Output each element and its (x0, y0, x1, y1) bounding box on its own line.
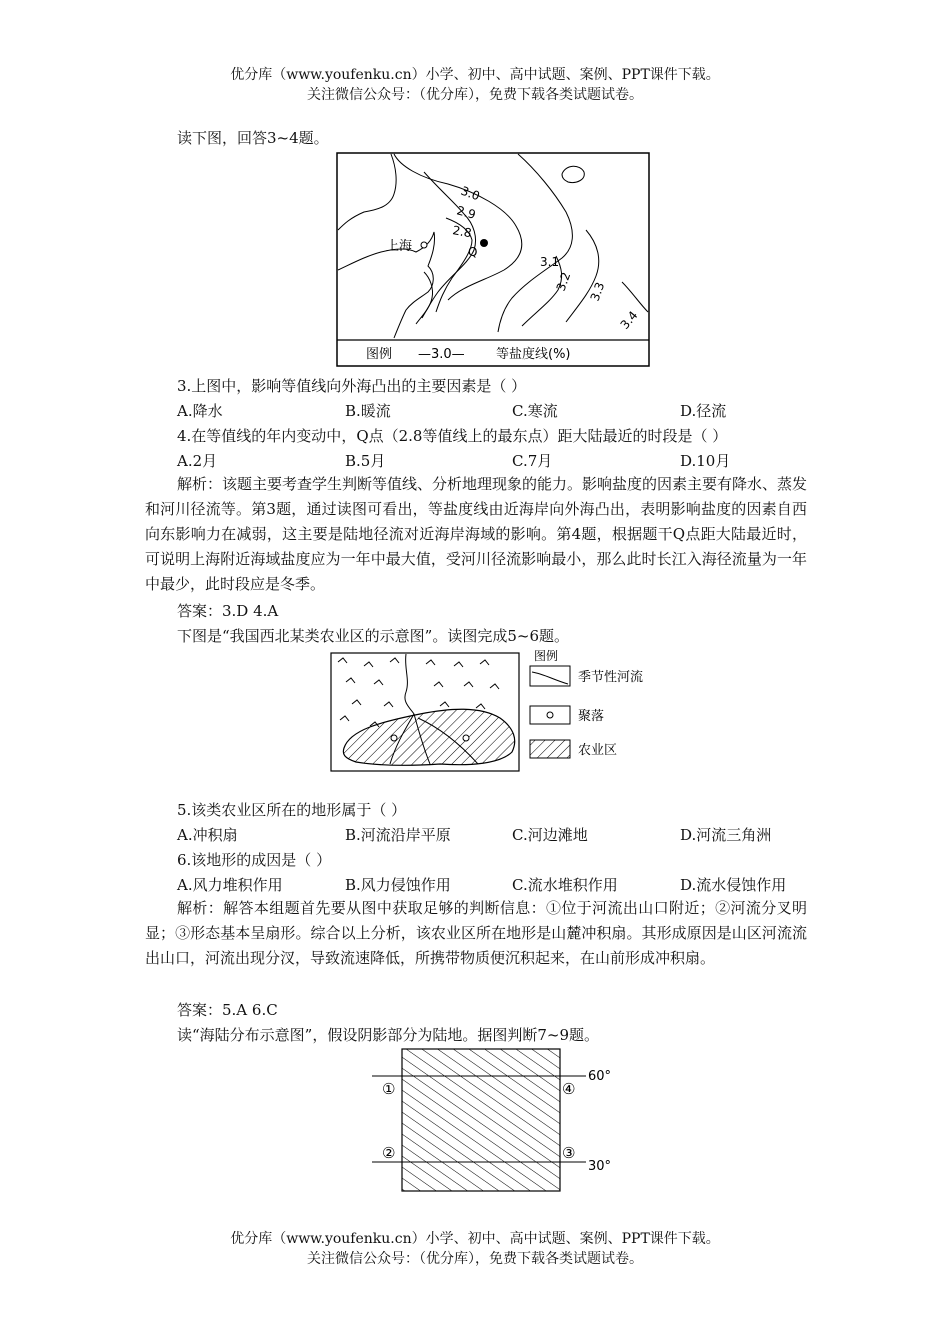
q5-stem: 5.该类农业区所在的地形属于（ ） (177, 801, 407, 819)
answer-3-4: 答案：3.D 4.A (177, 602, 279, 620)
intro-3-4: 读下图，回答3~4题。 (177, 129, 329, 147)
point-3: ③ (562, 1144, 576, 1162)
header-line-2: 关注微信公众号：（优分库），免费下载各类试题试卷。 (307, 87, 643, 103)
salinity-isoline-map (336, 152, 650, 368)
q4-options (177, 451, 817, 471)
point-2: ② (382, 1144, 396, 1162)
q6-option-a[interactable]: A.风力堆积作用 (177, 876, 283, 894)
footer-line-2: 关注微信公众号：（优分库），免费下载各类试题试卷。 (307, 1251, 643, 1267)
q6-stem: 6.该地形的成因是（ ） (177, 851, 332, 869)
legend2-settlement: 聚落 (578, 709, 605, 724)
intro-7-9: 读“海陆分布示意图”，假设阴影部分为陆地。据图判断7~9题。 (177, 1026, 599, 1044)
legend2-river: 季节性河流 (578, 670, 644, 685)
intro-5-6: 下图是“我国西北某类农业区的示意图”。读图完成5~6题。 (177, 627, 569, 645)
lat-30-label: 30° (588, 1159, 612, 1174)
q5-option-c[interactable]: C.河边滩地 (512, 826, 588, 844)
isoline-label-3.4: 3.4 (617, 308, 641, 332)
settlement-1 (391, 735, 397, 741)
q6-option-b[interactable]: B.风力侵蚀作用 (345, 876, 451, 894)
legend-value: —3.0— (418, 347, 465, 362)
q3-option-c[interactable]: C.寒流 (512, 402, 558, 420)
land-sea-map (370, 1046, 620, 1196)
q4-option-b[interactable]: B.5月 (345, 452, 386, 470)
legend2-title: 图例 (534, 649, 559, 663)
q6-option-d[interactable]: D.流水侵蚀作用 (680, 876, 787, 894)
point-1: ① (382, 1080, 396, 1098)
analysis-3-4: 解析：该题主要考查学生判断等值线、分析地理现象的能力。影响盐度的因素主要有降水、蒸发和河川径流等。第3题，通过读图可看出，等盐度线由近海岸向外海凸出，表明影响盐度的因素自西向东影响力在减弱，这主要是陆地径流对近海岸海域的影响。第4题，根据题干Q点距大陆最近时，可说明上海附近海域盐度应为一年中最大值，受河川径流影响最小，那么此时长江入海径流量为一年中最少，此时段应是冬季。 (145, 475, 808, 593)
q3-options (177, 401, 817, 421)
isoline-label-3.1: 3.1 (540, 255, 560, 269)
answer-5-6: 答案：5.A 6.C (177, 1001, 278, 1019)
land-block (402, 1049, 560, 1191)
q4-option-d[interactable]: D.10月 (680, 452, 731, 470)
isoline-label-3.3: 3.3 (587, 280, 608, 304)
q5-option-d[interactable]: D.河流三角洲 (680, 826, 772, 844)
q5-option-b[interactable]: B.河流沿岸平原 (345, 826, 451, 844)
q4-stem: 4.在等值线的年内变动中，Q点（2.8等值线上的最东点）距大陆最近的时段是（ ） (177, 427, 728, 445)
q3-option-d[interactable]: D.径流 (680, 402, 727, 420)
lat-60-label: 60° (588, 1069, 612, 1084)
shanghai-point (421, 242, 427, 248)
isoline-label-2.9: 2.9 (455, 203, 478, 222)
q4-option-a[interactable]: A.2月 (177, 452, 218, 470)
legend2-farm: 农业区 (578, 743, 618, 758)
q3-option-b[interactable]: B.暖流 (345, 402, 391, 420)
legend-prefix: 图例 (366, 347, 393, 362)
q3-option-a[interactable]: A.降水 (177, 402, 223, 420)
point-4: ④ (562, 1080, 576, 1098)
farm-area-map (330, 648, 660, 774)
settlement-2 (463, 735, 469, 741)
isoline-label-3.0: 3.0 (458, 183, 482, 204)
analysis-5-6: 解析：解答本组题首先要从图中获取足够的判断信息：①位于河流出山口附近；②河流分叉明显；③形态基本呈扇形。综合以上分析，该农业区所在地形是山麓冲积扇。其形成原因是山区河流流出山口，河流出现分汊，导致流速降低，所携带物质便沉积起来，在山前形成冲积扇。 (145, 899, 807, 967)
q-label: Q (468, 245, 478, 259)
q-point (480, 239, 488, 247)
q5-option-a[interactable]: A.冲积扇 (177, 826, 238, 844)
footer-line-1: 优分库（www.youfenku.cn）小学、初中、高中试题、案例、PPT课件下载。 (230, 1231, 720, 1247)
q6-option-c[interactable]: C.流水堆积作用 (512, 876, 618, 894)
legend-desc: 等盐度线(%) (496, 347, 571, 362)
header-line-1: 优分库（www.youfenku.cn）小学、初中、高中试题、案例、PPT课件下载。 (230, 67, 720, 83)
q3-stem: 3.上图中，影响等值线向外海凸出的主要因素是（ ） (177, 377, 527, 395)
isoline-label-2.8: 2.8 (451, 223, 473, 241)
q5-options (177, 825, 817, 845)
shanghai-label: 上海 (386, 239, 413, 254)
isoline-label-3.2: 3.2 (553, 270, 574, 294)
q6-options (177, 875, 817, 895)
q4-option-c[interactable]: C.7月 (512, 452, 553, 470)
